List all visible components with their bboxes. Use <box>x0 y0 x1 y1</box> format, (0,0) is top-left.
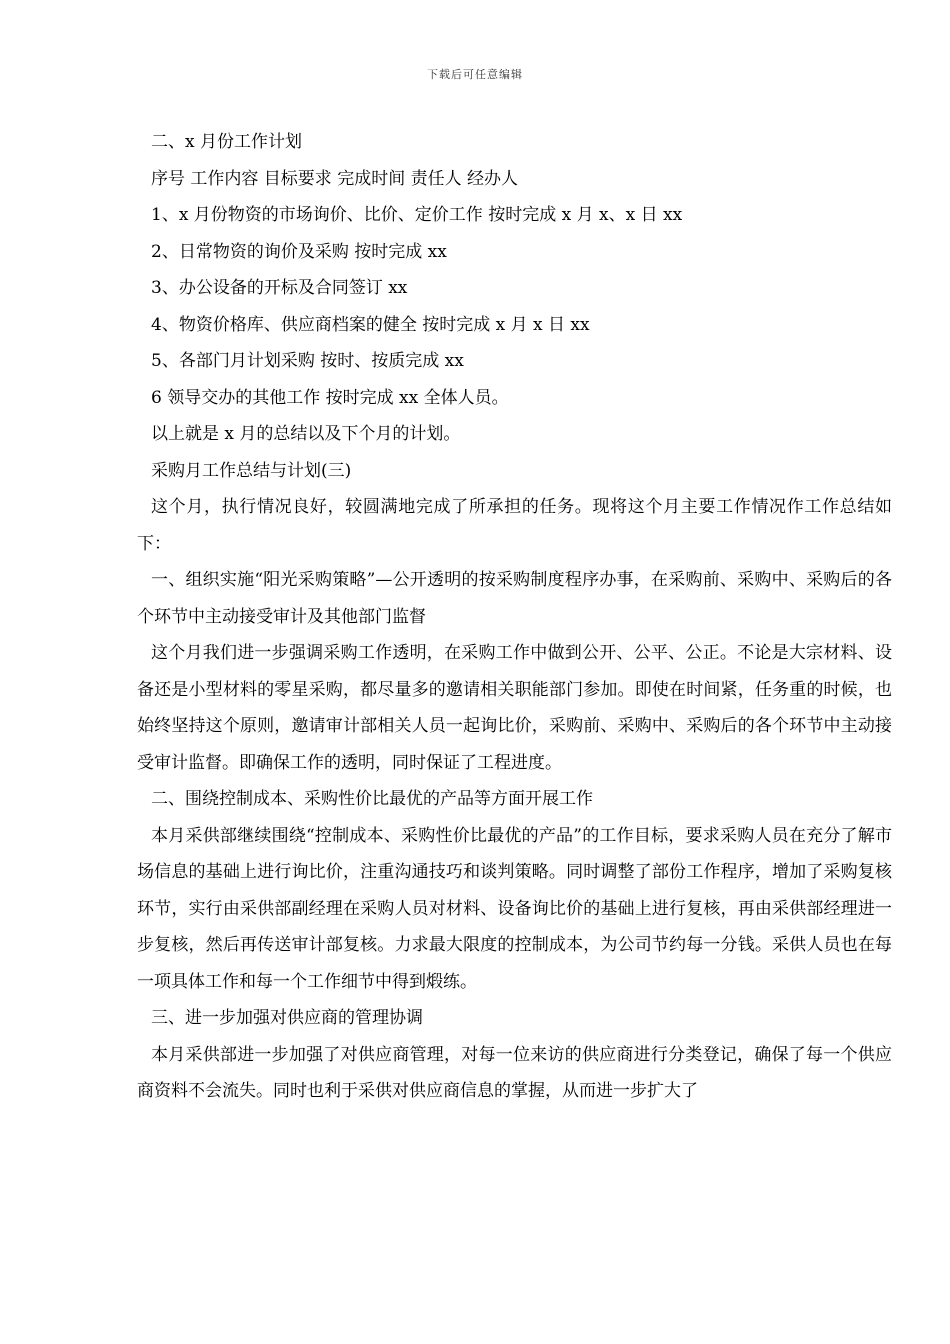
document-body <box>137 124 892 1110</box>
plan-item: 3、办公设备的开标及合同签订 xx <box>151 278 408 298</box>
paragraph: 本月采供部进一步加强了对供应商管理，对每一位来访的供应商进行分类登记，确保了每一个供应商资料不会流失。同时也利于采供对供应商信息的掌握，从而进一步扩大了 <box>137 1044 892 1101</box>
section-heading: 一、组织实施“阳光采购策略”—公开透明的按采购制度程序办事，在采购前、采购中、采购后的各个环节中主动接受审计及其他部门监督 <box>137 570 892 627</box>
page-header-note: 下载后可任意编辑 <box>427 68 523 81</box>
plan-item: 6 领导交办的其他工作 按时完成 xx 全体人员。 <box>151 387 509 408</box>
plan-item: 1、x 月份物资的市场询价、比价、定价工作 按时完成 x 月 x、x 日 xx <box>151 205 683 225</box>
section-heading: 二、x 月份工作计划 <box>151 132 302 152</box>
section-heading: 三、进一步加强对供应商的管理协调 <box>151 1008 423 1028</box>
document-subtitle: 采购月工作总结与计划(三) <box>151 460 352 481</box>
paragraph: 本月采供部继续围绕“控制成本、采购性价比最优的产品”的工作目标，要求采购人员在充分了解市场信息的基础上进行询比价，注重沟通技巧和谈判策略。同时调整了部份工作程序，增加了采购复核环节，实行由采供部副经理在采购人员对材料、设备询比价的基础上进行复核，再由采供部经理进一步复核，然后再传送审计部复核。力求最大限度的控制成本，为公司节约每一分钱。采供人员也在每一项具体工作和每一个工作细节中得到煅练。 <box>137 825 892 992</box>
section-heading: 二、围绕控制成本、采购性价比最优的产品等方面开展工作 <box>151 789 593 809</box>
paragraph: 这个月我们进一步强调采购工作透明，在采购工作中做到公开、公平、公正。不论是大宗材料、设备还是小型材料的零星采购，都尽量多的邀请相关职能部门参加。即使在时间紧，任务重的时候，也始终坚持这个原则，邀请审计部相关人员一起询比价，采购前、采购中、采购后的各个环节中主动接受审计监督。即确保工作的透明，同时保证了工程进度。 <box>137 643 892 773</box>
plan-item: 5、各部门月计划采购 按时、按质完成 xx <box>151 351 464 371</box>
paragraph: 这个月，执行情况良好，较圆满地完成了所承担的任务。现将这个月主要工作情况作工作总结如下： <box>137 497 892 554</box>
plan-item: 2、日常物资的询价及采购 按时完成 xx <box>151 241 447 262</box>
summary-line: 以上就是 x 月的总结以及下个月的计划。 <box>151 424 461 444</box>
table-header-line: 序号 工作内容 目标要求 完成时间 责任人 经办人 <box>151 168 519 189</box>
plan-item: 4、物资价格库、供应商档案的健全 按时完成 x 月 x 日 xx <box>151 314 590 335</box>
